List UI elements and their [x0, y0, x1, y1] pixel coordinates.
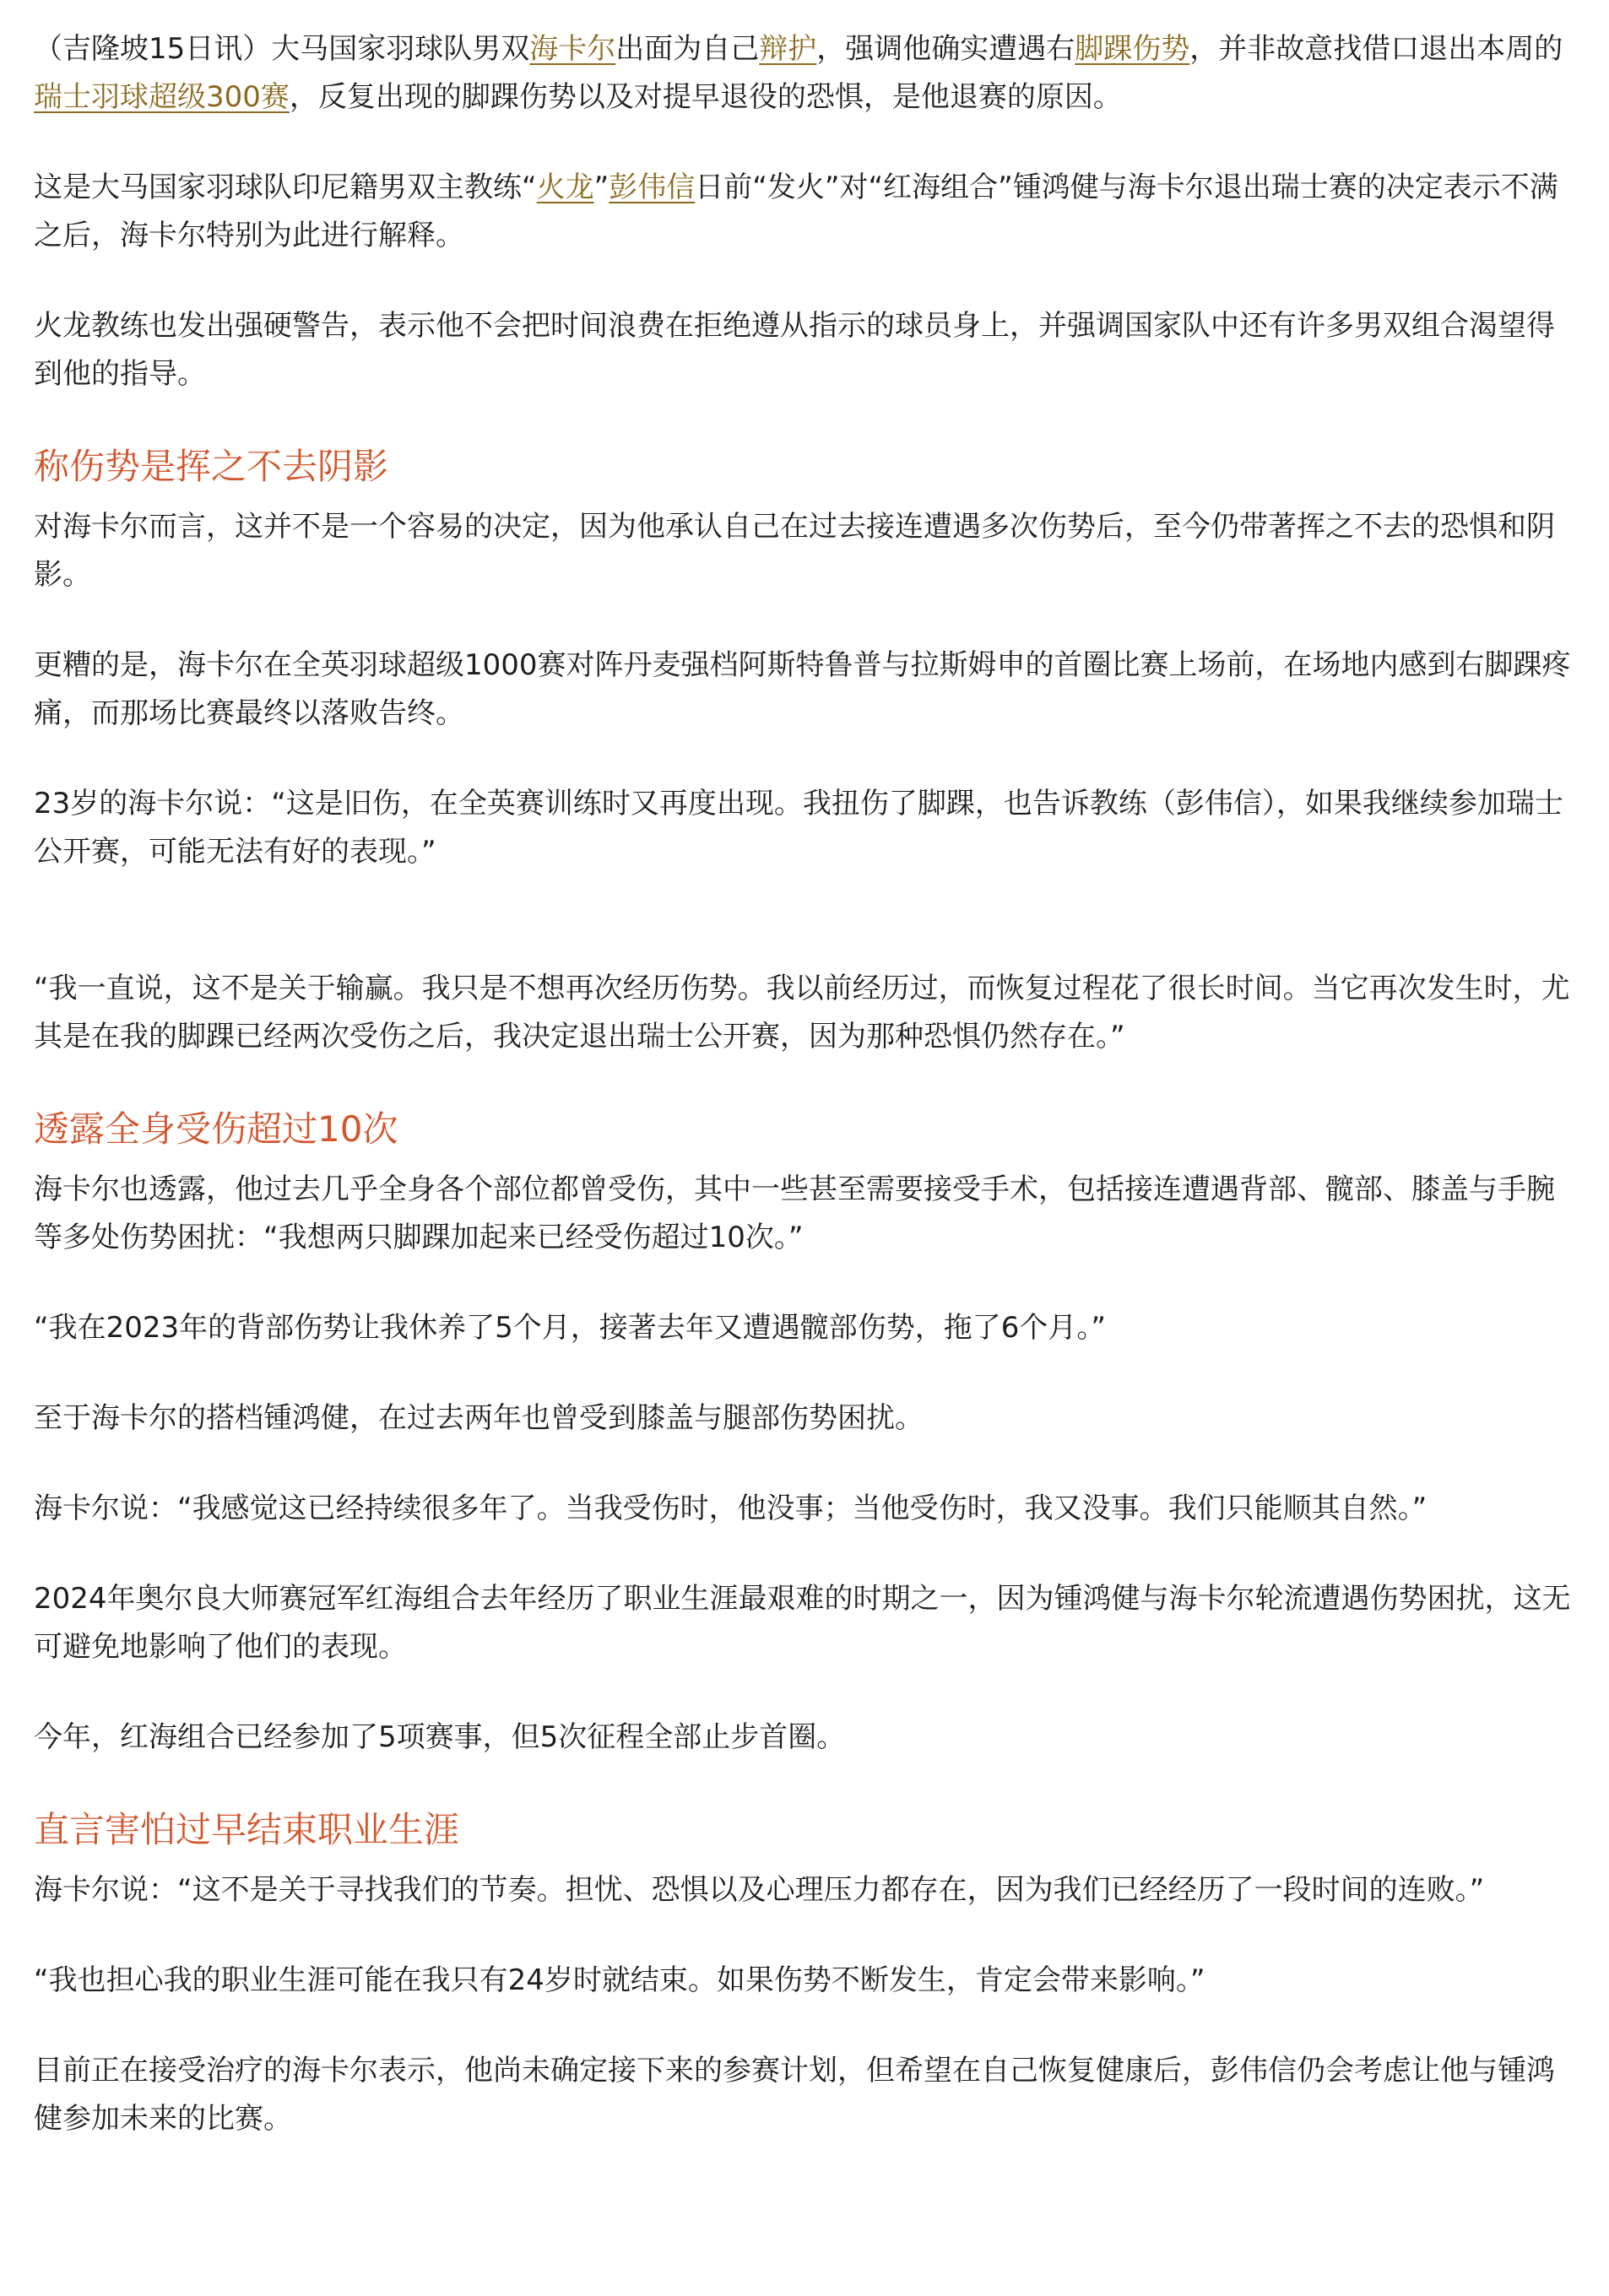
text-run: （吉隆坡15日讯）大马国家羽球队男双 — [34, 32, 530, 66]
paragraph: “我也担心我的职业生涯可能在我只有24岁时就结束。如果伤势不断发生，肯定会带来影响。” — [34, 1963, 1205, 1997]
spacer — [34, 918, 1575, 965]
paragraph: 至于海卡尔的搭档锺鸿健，在过去两年也曾受到膝盖与腿部伤势困扰。 — [34, 1401, 924, 1435]
paragraph — [34, 164, 1575, 260]
link-swiss-open[interactable]: 瑞士羽球超级300赛 — [34, 80, 290, 114]
link-hakeel[interactable]: 海卡尔 — [529, 32, 616, 66]
paragraph: 2024年奥尔良大师赛冠军红海组合去年经历了职业生涯最艰难的时期之一，因为锺鸿健与海卡尔轮流遭遇伤势困扰，这无可避免地影响了他们的表现。 — [34, 1582, 1571, 1664]
paragraph: 海卡尔也透露，他过去几乎全身各个部位都曾受伤，其中一些甚至需要接受手术，包括接连遭遇背部、髋部、膝盖与手腕等多处伤势困扰：“我想两只脚踝加起来已经受伤超过10次。” — [34, 1172, 1555, 1254]
text-run: ” — [593, 171, 609, 204]
section-heading: 称伤势是挥之不去阴影 — [34, 446, 389, 487]
paragraph: 23岁的海卡尔说：“这是旧伤，在全英赛训练时又再度出现。我扭伤了脚踝，也告诉教练（彭伟信），如果我继续参加瑞士公开赛，可能无法有好的表现。” — [34, 787, 1563, 869]
article-body — [34, 25, 1575, 2185]
paragraph: “我在2023年的背部伤势让我休养了5个月，接著去年又遭遇髋部伤势，拖了6个月。” — [34, 1311, 1107, 1345]
paragraph: 更糟的是，海卡尔在全英羽球超级1000赛对阵丹麦强档阿斯特鲁普与拉斯姆申的首圈比赛上场前，在场地内感到右脚踝疼痛，而那场比赛最终以落败告终。 — [34, 648, 1571, 730]
paragraph: 海卡尔说：“这不是关于寻找我们的节奏。担忧、恐惧以及心理压力都存在，因为我们已经经历了一段时间的连败。” — [34, 1873, 1485, 1907]
text-run: 出面为自己 — [615, 32, 760, 66]
text-run: 日前“发火”对“红海组合”锺鸿健与海卡尔退出瑞士赛的决定表示不满之后，海卡尔特别为此进行解释。 — [34, 171, 1558, 252]
paragraph: 海卡尔说：“我感觉这已经持续很多年了。当我受伤时，他没事；当他受伤时，我又没事。我们只能顺其自然。” — [34, 1492, 1428, 1525]
paragraph: 今年，红海组合已经参加了5项赛事，但5次征程全部止步首圈。 — [34, 1720, 846, 1754]
link-ankle-injury[interactable]: 脚踝伤势 — [1075, 32, 1190, 66]
text-run: ，反复出现的脚踝伤势以及对提早退役的恐惧，是他退赛的原因。 — [289, 80, 1122, 114]
paragraph: 火龙教练也发出强硬警告，表示他不会把时间浪费在拒绝遵从指示的球员身上，并强调国家队中还有许多男双组合渴望得到他的指导。 — [34, 309, 1555, 391]
paragraph: 目前正在接受治疗的海卡尔表示，他尚未确定接下来的参赛计划，但希望在自己恢复健康后，彭伟信仍会考虑让他与锺鸿健参加未来的比赛。 — [34, 2054, 1555, 2136]
paragraph: 对海卡尔而言，这并不是一个容易的决定，因为他承认自己在过去接连遭遇多次伤势后，至今仍带著挥之不去的恐惧和阴影。 — [34, 510, 1555, 592]
text-run: ，强调他确实遭遇右 — [816, 32, 1075, 66]
link-coach[interactable]: 彭伟信 — [609, 171, 696, 204]
text-run: 这是大马国家羽球队印尼籍男双主教练“ — [34, 171, 537, 204]
text-run: ，并非故意找借口退出本周的 — [1189, 32, 1563, 66]
section-heading: 透露全身受伤超过10次 — [34, 1108, 398, 1150]
paragraph — [34, 25, 1575, 122]
link-fire-dragon[interactable]: 火龙 — [536, 171, 594, 204]
link-defense[interactable]: 辩护 — [759, 32, 817, 66]
section-heading: 直言害怕过早结束职业生涯 — [34, 1809, 460, 1850]
paragraph: “我一直说，这不是关于输赢。我只是不想再次经历伤势。我以前经历过，而恢复过程花了很长时间。当它再次发生时，尤其是在我的脚踝已经两次受伤之后，我决定退出瑞士公开赛，因为那种恐惧仍然存在。” — [34, 972, 1570, 1053]
